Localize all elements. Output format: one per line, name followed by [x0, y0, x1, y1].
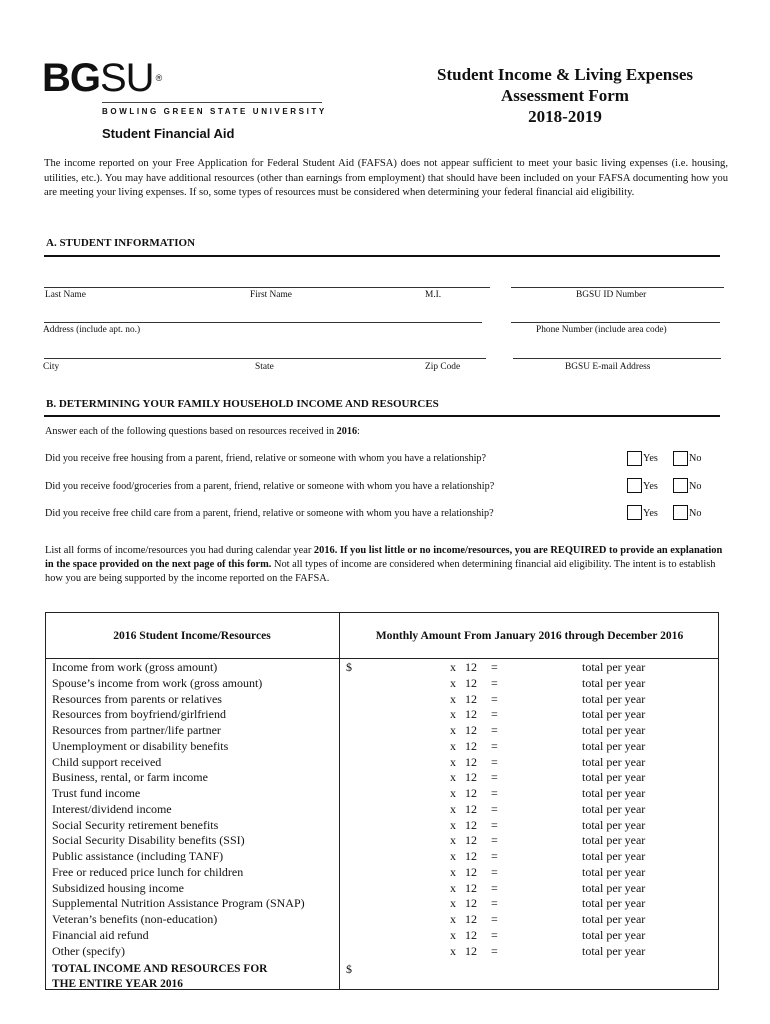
multiplier-text: x 12 — [450, 864, 477, 879]
total-per-year-label: total per year — [582, 849, 646, 863]
multiplier-text: x 12 — [450, 770, 477, 785]
no-label: No — [689, 508, 702, 519]
multiplier-text: x 12 — [450, 723, 477, 737]
registered-mark: ® — [155, 73, 163, 83]
equals-sign: = — [491, 912, 498, 926]
equals-sign: = — [491, 738, 498, 753]
monthly-amount-field[interactable] — [358, 928, 438, 943]
income-row-label: Child support received — [52, 754, 162, 769]
multiplier-text: x 12 — [450, 943, 477, 958]
address-label: Address (include apt. no.) — [43, 325, 141, 335]
title-line-3: 2018-2019 — [528, 107, 602, 126]
monthly-amount-field[interactable] — [358, 660, 438, 675]
instruction-year: 2016 — [336, 426, 358, 437]
form-title — [420, 64, 710, 127]
income-row-label: Free or reduced price lunch for children — [52, 864, 244, 879]
email-label: BGSU E-mail Address — [565, 362, 651, 372]
annual-amount-field[interactable] — [505, 739, 577, 754]
equals-sign: = — [491, 675, 498, 690]
question-childcare: Did you receive free child care from a parent, friend, relative or someone with whom you have a relationship? — [45, 508, 494, 519]
equals-sign: = — [491, 864, 498, 879]
housing-no-checkbox[interactable] — [673, 451, 688, 466]
total-per-year-label: total per year — [582, 786, 646, 800]
title-line-1: Student Income & Living Expenses — [437, 65, 693, 84]
total-per-year-label: total per year — [582, 833, 646, 848]
first-row-dollar-sign: $ — [346, 660, 352, 674]
bgsu-logo — [42, 58, 162, 98]
first-name-label: First Name — [250, 290, 292, 300]
yes-label: Yes — [643, 453, 658, 464]
equals-sign: = — [491, 896, 498, 911]
total-per-year-label: total per year — [582, 864, 646, 879]
annual-amount-field[interactable] — [505, 833, 577, 848]
income-row-label: Public assistance (including TANF) — [52, 849, 224, 863]
total-dollar-sign: $ — [346, 962, 352, 976]
bgsu-id-label: BGSU ID Number — [576, 290, 647, 300]
equals-sign: = — [491, 801, 498, 816]
total-per-year-label: total per year — [582, 723, 646, 737]
multiplier-text: x 12 — [450, 675, 477, 690]
multiplier-text: x 12 — [450, 660, 477, 674]
multiplier-text: x 12 — [450, 833, 477, 848]
equals-sign: = — [491, 943, 498, 958]
section-a-heading: A. STUDENT INFORMATION — [46, 237, 196, 249]
equals-sign: = — [491, 880, 498, 895]
income-row-label: Unemployment or disability benefits — [52, 738, 229, 753]
multiplier-text: x 12 — [450, 927, 477, 942]
total-label-line-1: TOTAL INCOME AND RESOURCES FOR — [52, 963, 268, 975]
answer-instruction — [45, 426, 360, 437]
list-required-text: 2016. If you list little or no income/resources, you are REQUIRED to provide an explanation in the space provided on the next page of this form. — [45, 545, 723, 570]
total-per-year-label: total per year — [582, 675, 646, 690]
email-field-line[interactable] — [513, 358, 721, 359]
department-name: Student Financial Aid — [102, 126, 235, 141]
childcare-no-checkbox[interactable] — [673, 505, 688, 520]
multiplier-text: x 12 — [450, 738, 477, 753]
total-per-year-label: total per year — [582, 660, 646, 674]
income-row-label: Social Security Disability benefits (SSI) — [52, 833, 245, 848]
question-housing: Did you receive free housing from a parent, friend, relative or someone with whom you have a relationship? — [45, 453, 487, 464]
multiplier-text: x 12 — [450, 912, 477, 926]
annual-amount-field[interactable] — [505, 944, 577, 959]
table-column-divider — [339, 612, 340, 990]
phone-field-line[interactable] — [511, 322, 720, 323]
section-a-rule — [44, 255, 720, 257]
equals-sign: = — [491, 927, 498, 942]
multiplier-text: x 12 — [450, 849, 477, 863]
monthly-amount-field[interactable] — [358, 676, 438, 691]
food-no-checkbox[interactable] — [673, 478, 688, 493]
annual-amount-field[interactable] — [505, 865, 577, 880]
bgsu-id-field-line[interactable] — [511, 287, 724, 288]
total-label-line-2: THE ENTIRE YEAR 2016 — [52, 978, 183, 990]
monthly-amount-field[interactable] — [358, 692, 438, 707]
monthly-amount-field[interactable] — [358, 881, 438, 896]
monthly-amount-field[interactable] — [358, 818, 438, 833]
logo-bold-text: BG — [42, 56, 100, 100]
address-field-line[interactable] — [44, 322, 482, 323]
monthly-amount-field[interactable] — [358, 802, 438, 817]
annual-amount-field[interactable] — [505, 818, 577, 833]
childcare-yes-checkbox[interactable] — [627, 505, 642, 520]
income-row-label: Business, rental, or farm income — [52, 770, 208, 785]
housing-yes-checkbox[interactable] — [627, 451, 642, 466]
total-label — [52, 962, 267, 992]
list-note-text: Not all types of income are considered when determining financial aid eligibility. The intent is to establish how you are being supported by the income reported on the FAFSA. — [45, 559, 716, 584]
multiplier-text: x 12 — [450, 817, 477, 832]
monthly-amount-field[interactable] — [358, 723, 438, 738]
equals-sign: = — [491, 660, 498, 674]
annual-amount-field[interactable] — [505, 912, 577, 927]
annual-amount-field[interactable] — [505, 770, 577, 785]
income-column-header: 2016 Student Income/Resources — [113, 629, 271, 642]
logo-divider — [102, 102, 322, 103]
annual-amount-field[interactable] — [505, 660, 577, 675]
income-row-label: Social Security retirement benefits — [52, 817, 219, 832]
total-per-year-label: total per year — [582, 770, 646, 785]
phone-label: Phone Number (include area code) — [536, 325, 667, 335]
multiplier-text: x 12 — [450, 801, 477, 816]
equals-sign: = — [491, 817, 498, 832]
no-label: No — [689, 453, 702, 464]
monthly-amount-field[interactable] — [358, 770, 438, 785]
income-row-label: Financial aid refund — [52, 927, 149, 942]
multiplier-text: x 12 — [450, 880, 477, 895]
total-per-year-label: total per year — [582, 943, 646, 958]
equals-sign: = — [491, 849, 498, 863]
section-b-heading: B. DETERMINING YOUR FAMILY HOUSEHOLD INCOME AND RESOURCES — [46, 398, 439, 410]
annual-amount-field[interactable] — [505, 881, 577, 896]
income-row-label: Resources from boyfriend/girlfriend — [52, 707, 226, 722]
annual-amount-field[interactable] — [505, 723, 577, 738]
total-per-year-label: total per year — [582, 691, 646, 706]
food-yes-checkbox[interactable] — [627, 478, 642, 493]
annual-amount-field[interactable] — [505, 755, 577, 770]
annual-amount-field[interactable] — [505, 707, 577, 722]
total-per-year-label: total per year — [582, 927, 646, 942]
multiplier-text: x 12 — [450, 896, 477, 911]
instruction-text: Answer each of the following questions based on resources received in — [45, 426, 337, 437]
equals-sign: = — [491, 786, 498, 800]
section-b-rule — [44, 415, 720, 417]
monthly-amount-field[interactable] — [358, 865, 438, 880]
table-header-divider — [45, 658, 719, 659]
income-row-label: Resources from parents or relatives — [52, 691, 222, 706]
total-per-year-label: total per year — [582, 912, 646, 926]
equals-sign: = — [491, 707, 498, 722]
logo-light-text: SU — [100, 56, 154, 100]
multiplier-text: x 12 — [450, 754, 477, 769]
income-row-label: Income from work (gross amount) — [52, 660, 218, 674]
monthly-amount-field[interactable] — [358, 833, 438, 848]
annual-amount-field[interactable] — [505, 849, 577, 864]
income-row-label: Interest/dividend income — [52, 801, 172, 816]
mi-label: M.I. — [425, 290, 442, 300]
intro-paragraph: The income reported on your Free Application for Federal Student Aid (FAFSA) does not appear sufficient to meet your basic living expenses (i.e. housing, utilities, etc.). You may have additional resources (other than earnings from employment) that should have been included on your FAFSA documenting how you are meeting your living expenses. If so, some types of resources must be considered when determining your federal financial aid eligibility. — [44, 158, 728, 198]
income-row-label: Other (specify) — [52, 943, 125, 958]
equals-sign: = — [491, 754, 498, 769]
monthly-column-header: Monthly Amount From January 2016 through December 2016 — [375, 629, 684, 642]
total-per-year-label: total per year — [582, 754, 646, 769]
total-per-year-label: total per year — [582, 896, 646, 911]
annual-amount-field[interactable] — [505, 676, 577, 691]
last-name-label: Last Name — [45, 290, 86, 300]
city-label: City — [43, 362, 60, 372]
instruction-colon: : — [357, 426, 360, 437]
monthly-amount-field[interactable] — [358, 739, 438, 754]
name-field-line[interactable] — [44, 287, 490, 288]
multiplier-text: x 12 — [450, 786, 477, 800]
monthly-amount-field[interactable] — [358, 849, 438, 864]
list-instructions — [45, 544, 725, 586]
yes-label: Yes — [643, 508, 658, 519]
total-per-year-label: total per year — [582, 801, 646, 816]
monthly-amount-field[interactable] — [358, 786, 438, 801]
income-row-label: Subsidized housing income — [52, 880, 184, 895]
no-label: No — [689, 481, 702, 492]
state-label: State — [255, 362, 274, 372]
multiplier-text: x 12 — [450, 707, 477, 722]
title-line-2: Assessment Form — [501, 86, 629, 105]
annual-amount-field[interactable] — [505, 692, 577, 707]
annual-amount-field[interactable] — [505, 802, 577, 817]
annual-amount-field[interactable] — [505, 786, 577, 801]
total-per-year-label: total per year — [582, 738, 646, 753]
monthly-amount-field[interactable] — [358, 912, 438, 927]
income-row-label: Resources from partner/life partner — [52, 723, 221, 737]
annual-amount-field[interactable] — [505, 896, 577, 911]
income-row-label: Trust fund income — [52, 786, 141, 800]
total-per-year-label: total per year — [582, 880, 646, 895]
zip-label: Zip Code — [425, 362, 461, 372]
total-per-year-label: total per year — [582, 707, 646, 722]
multiplier-text: x 12 — [450, 691, 477, 706]
total-per-year-label: total per year — [582, 817, 646, 832]
list-instruction-text: List all forms of income/resources you had during calendar year — [45, 545, 314, 556]
monthly-amount-field[interactable] — [358, 755, 438, 770]
yes-label: Yes — [643, 481, 658, 492]
question-food: Did you receive food/groceries from a parent, friend, relative or someone with whom you have a relationship? — [45, 481, 495, 492]
city-state-zip-field-line[interactable] — [44, 358, 486, 359]
income-row-label: Spouse’s income from work (gross amount) — [52, 675, 263, 690]
equals-sign: = — [491, 691, 498, 706]
equals-sign: = — [491, 723, 498, 737]
annual-amount-field[interactable] — [505, 928, 577, 943]
monthly-amount-field[interactable] — [358, 944, 438, 959]
income-row-label: Veteran’s benefits (non-education) — [52, 912, 218, 926]
income-row-label: Supplemental Nutrition Assistance Program (SNAP) — [52, 896, 305, 911]
monthly-amount-field[interactable] — [358, 707, 438, 722]
equals-sign: = — [491, 770, 498, 785]
monthly-amount-field[interactable] — [358, 896, 438, 911]
equals-sign: = — [491, 833, 498, 848]
university-name: BOWLING GREEN STATE UNIVERSITY — [102, 107, 327, 116]
